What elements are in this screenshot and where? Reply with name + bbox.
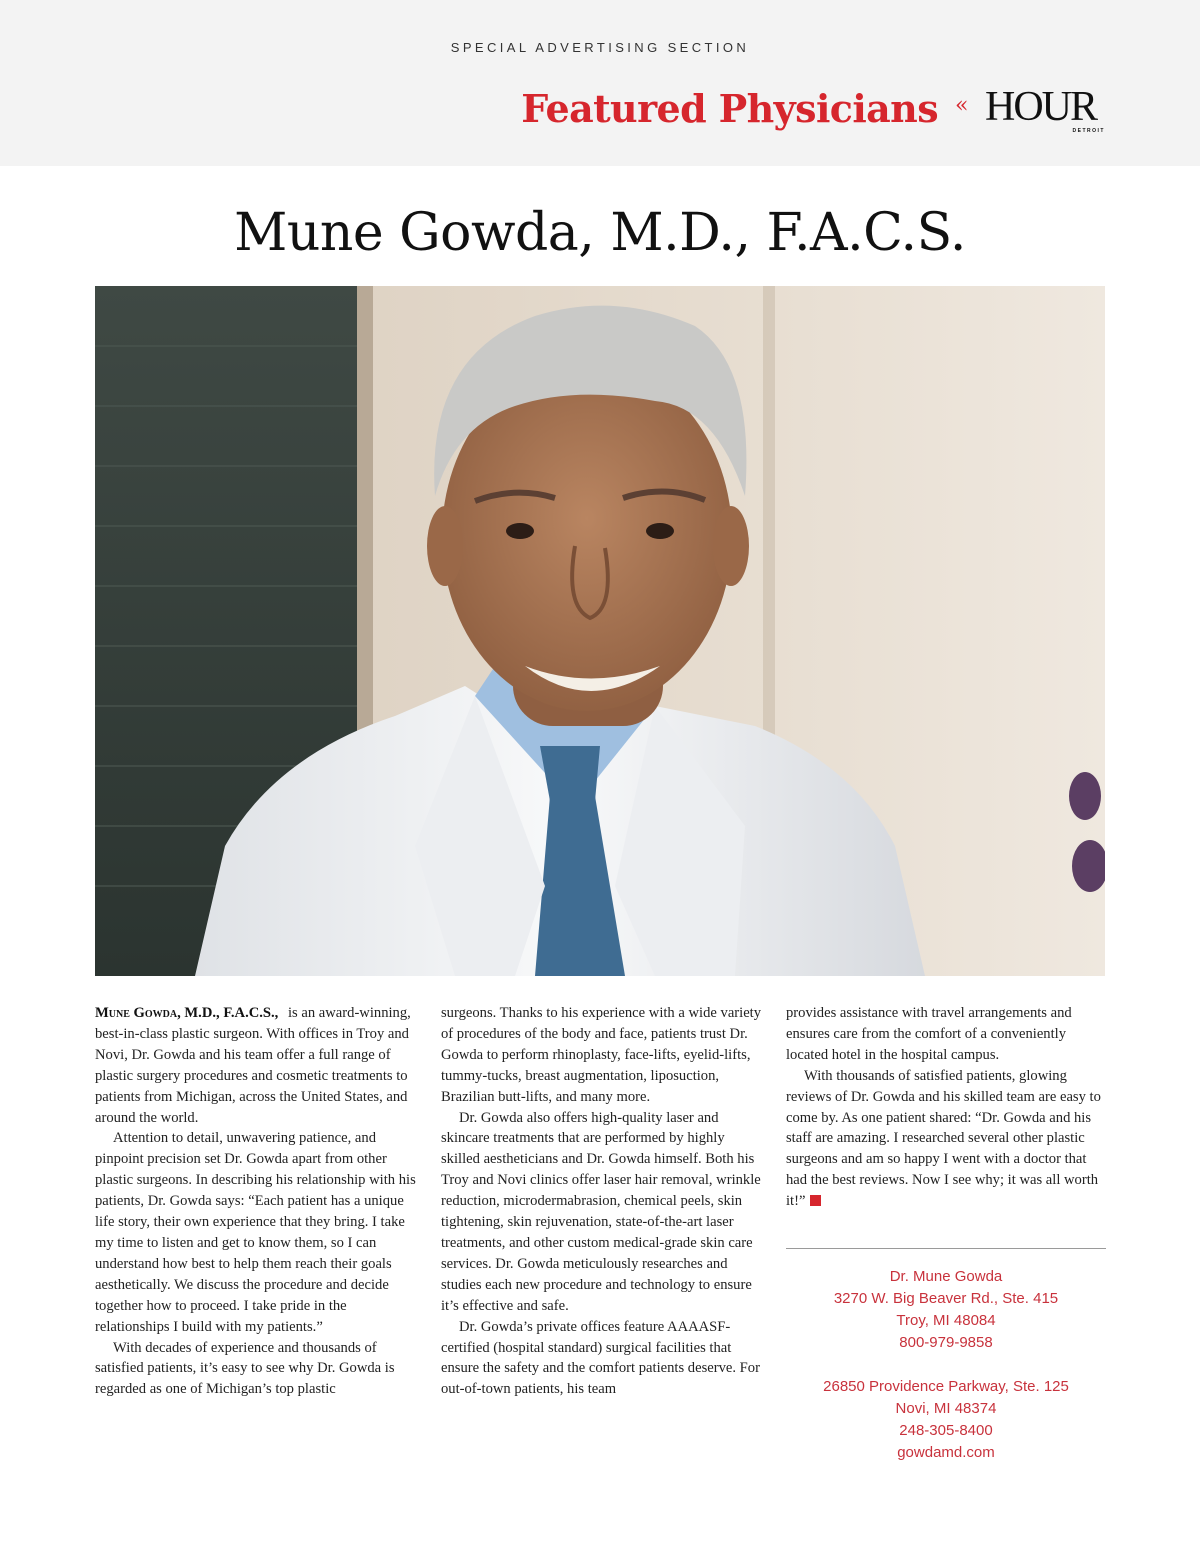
article-paragraph: Attention to detail, unwavering patience, and pinpoint precision set Dr. Gowda apart from other plastic surgeons. In describing his relationship with his patients, Dr. Gowda says: “Each patient has a unique life story, their own experience that they bring. I take my time to listen and get to know them, so I can understand how best to help them reach their goals aesthetically. We discuss the procedure and decide together how to proceed. I take pride in the relationships I build with my patients.”	[95, 1130, 416, 1335]
logo-subtext: DETROIT	[1072, 128, 1105, 134]
physician-portrait-photo	[95, 286, 1105, 976]
chevron-left-icon: «	[955, 93, 969, 118]
end-mark-icon	[810, 1195, 821, 1206]
article-paragraph: surgeons. Thanks to his experience with a wide variety of procedures of the body and face, patients trust Dr. Gowda to perform rhinoplasty, face-lifts, eyelid-lifts, tummy-tucks, breast augmentation, liposuction, Brazilian butt-lifts, and many more.	[441, 1005, 762, 1105]
contact-name: Dr. Mune Gowda	[889, 1268, 1003, 1285]
office1-phone[interactable]: 800-979-9858	[899, 1334, 993, 1351]
article-paragraph	[786, 1066, 1106, 1212]
advertising-header	[0, 0, 1200, 166]
contact-spacer	[786, 1354, 1106, 1376]
article-column-3	[786, 1003, 1106, 1212]
section-kicker: SPECIAL ADVERTISING SECTION	[450, 40, 750, 55]
office1-address: 3270 W. Big Beaver Rd., Ste. 415	[833, 1290, 1059, 1307]
article-paragraph: Dr. Gowda’s private offices feature AAAASF-certified (hospital standard) surgical facilities that ensure the safety and the comfort patients deserve. For out-of-town patients, his team	[441, 1318, 760, 1398]
article-column-2	[441, 1003, 763, 1400]
paragraph-text: With thousands of satisfied patients, glowing reviews of Dr. Gowda and his skilled team are easy to come by. As one patient shared: “Dr. Gowda and his staff are amazing. I researched several other plastic surgeons and am so happy I went with a doctor that had the best reviews. Now I see why; it was all worth it!”	[786, 1067, 1101, 1210]
paragraph-text: is an award-winning, best-in-class plastic surgeon. With offices in Troy and Novi, Dr. Gowda and his team offer a full range of plastic surgery procedures and cosmetic treatments to patients from Michigan, across the United States, and around the world.	[95, 1005, 411, 1126]
hour-detroit-logo	[985, 86, 1107, 138]
page-title: Mune Gowda, M.D., F.A.C.S.	[234, 203, 966, 263]
article-paragraph: provides assistance with travel arrangements and ensures care from the comfort of a conveniently located hotel in the hospital campus.	[786, 1005, 1072, 1063]
office1-city: Troy, MI 48084	[896, 1312, 996, 1329]
office2-city: Novi, MI 48374	[895, 1400, 997, 1417]
article-paragraph: Dr. Gowda also offers high-quality laser and skincare treatments that are performed by highly skilled aestheticians and Dr. Gowda himself. Both his Troy and Novi clinics offer laser hair removal, wrinkle reduction, microdermabrasion, chemical peels, skin tightening, skin rejuvenation, state-of-the-art laser treatments, and other custom medical-grade skin care services. Dr. Gowda meticulously researches and studies each new procedure and technology to ensure it’s effective and safe.	[441, 1109, 761, 1314]
lead-name: Mune Gowda, M.D., F.A.C.S.,	[95, 1005, 279, 1021]
article-column-1	[95, 1003, 417, 1400]
office2-address: 26850 Providence Parkway, Ste. 125	[823, 1378, 1069, 1395]
article-paragraph	[95, 1003, 417, 1128]
contact-block	[786, 1266, 1106, 1464]
article-paragraph: With decades of experience and thousands of satisfied patients, it’s easy to see why Dr. Gowda is regarded as one of Michigan’s top plastic	[95, 1339, 395, 1398]
section-title: Featured Physicians	[521, 86, 938, 131]
office2-phone[interactable]: 248-305-8400	[899, 1422, 993, 1439]
website-link[interactable]: gowdamd.com	[897, 1444, 995, 1461]
contact-divider	[786, 1248, 1106, 1249]
logo-wordmark: HOUR	[985, 84, 1097, 130]
